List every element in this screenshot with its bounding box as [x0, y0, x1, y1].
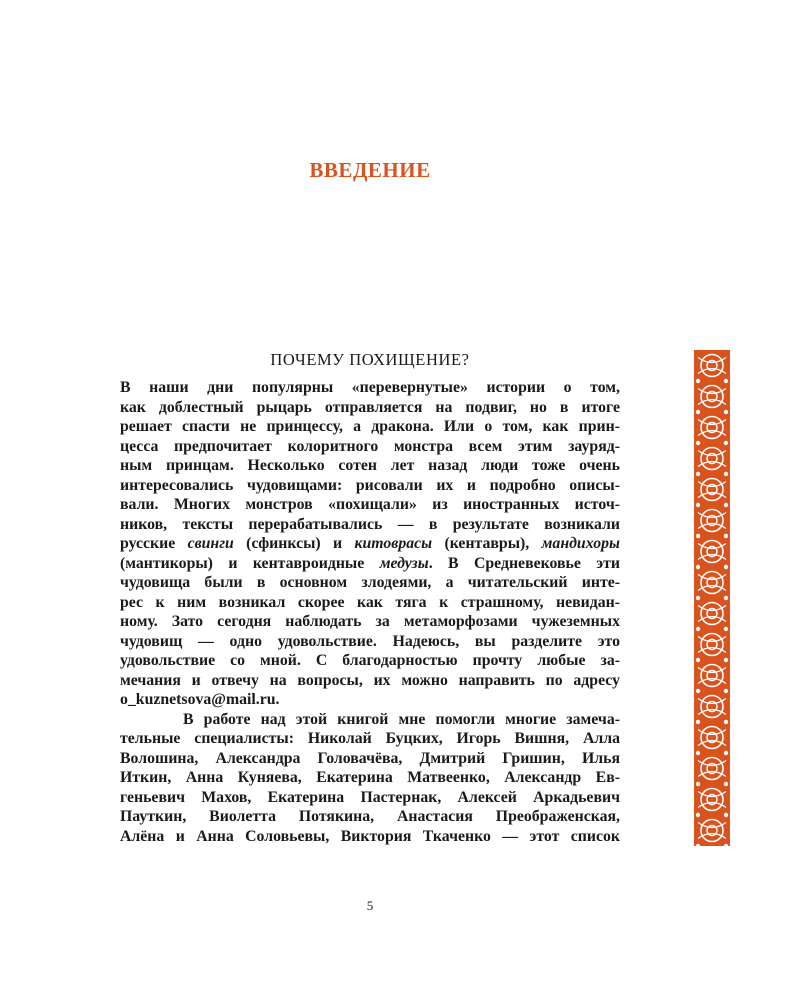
text-segment: (кентавры),: [432, 535, 542, 552]
text-segment: геньевич Махов, Екатерина Пастернак, Алексей Аркадьевич: [120, 788, 620, 806]
text-line: [120, 632, 620, 652]
text-segment: интересовались чудовищами: рисовали их и подробно описы-: [120, 476, 620, 494]
text-line: [120, 554, 620, 574]
text-segment: ников, тексты перерабатывались — в результате возникали: [120, 515, 620, 533]
chapter-title: ВВЕДЕНИЕ: [309, 158, 431, 182]
section-title: ПОЧЕМУ ПОХИЩЕНИЕ?: [270, 350, 470, 369]
text-line: [120, 671, 620, 691]
text-line: [120, 515, 620, 535]
text-line: [120, 417, 620, 437]
text-line: [120, 749, 620, 769]
text-line: [120, 593, 620, 613]
text-segment: В работе над этой книгой мне помогли многие замеча-: [183, 710, 620, 728]
text-segment: мечания и отвечу на вопросы, их можно направить по адресу: [120, 671, 620, 689]
text-line: [120, 788, 620, 808]
text-line: [120, 456, 620, 476]
text-segment: русские: [120, 535, 188, 552]
text-line: [120, 476, 620, 496]
text-line: [120, 690, 620, 710]
text-segment: решает спасти не принцессу, а дракона. Или о том, как прин-: [120, 418, 620, 435]
text-line: [120, 398, 620, 418]
text-line: [120, 534, 620, 554]
text-segment: цесса предпочитает колоритного монстра всем этим зауряд-: [120, 437, 620, 455]
text-line: [120, 573, 620, 593]
italic-term: медузы: [379, 554, 429, 572]
page-number: 5: [366, 898, 374, 913]
text-line: [120, 378, 620, 398]
text-segment: ным принцам. Несколько сотен лет назад люди тоже очень: [120, 457, 620, 474]
italic-term: свинги: [187, 535, 234, 552]
paragraph-1: [120, 378, 620, 710]
text-segment: o_kuznetsova@mail.ru.: [120, 691, 280, 708]
text-segment: Алёна и Анна Соловьевы, Виктория Ткаченко — этот список: [120, 827, 620, 845]
text-segment: . В Средневековье эти: [428, 554, 620, 572]
text-segment: удовольствие со мной. С благодарностью прочту любые за-: [120, 652, 620, 669]
text-line: [120, 612, 620, 632]
text-line: [120, 651, 620, 671]
text-segment: (мантикоры) и кентавроидные: [120, 554, 380, 572]
text-line: [120, 710, 620, 730]
italic-term: мандихоры: [541, 535, 620, 552]
body-text: [120, 378, 620, 846]
text-line: [120, 437, 620, 457]
text-segment: рес к ним возникал скорее как тяга к страшному, невидан-: [120, 593, 620, 611]
text-segment: чудовищ — одно удовольствие. Надеюсь, вы разделите это: [120, 632, 620, 650]
text-segment: В наши дни популярны «перевернутые» истории о том,: [120, 379, 620, 396]
text-segment: Пауткин, Виолетта Потякина, Анастасия Преображенская,: [120, 808, 620, 825]
text-line: [120, 729, 620, 749]
italic-term: китоврасы: [354, 535, 433, 552]
text-segment: как доблестный рыцарь отправляется на подвиг, но в итоге: [120, 398, 620, 416]
text-segment: вали. Многих монстров «похищали» из иностранных источ-: [120, 496, 620, 513]
text-line: [120, 768, 620, 788]
text-segment: (сфинксы) и: [233, 535, 355, 552]
paragraph-2: [120, 710, 620, 847]
text-segment: ному. Зато сегодня наблюдать за метаморфозами чужеземных: [120, 613, 620, 630]
decorative-knot-border-icon: [694, 350, 730, 846]
text-segment: чудовища были в основном злодеями, а читательский инте-: [120, 574, 620, 591]
text-segment: Волошина, Александра Головачёва, Дмитрий Гришин, Илья: [120, 749, 620, 767]
text-line: [120, 495, 620, 515]
text-line: [120, 827, 620, 847]
text-line: [120, 807, 620, 827]
text-segment: Иткин, Анна Куняева, Екатерина Матвеенко, Александр Ев-: [120, 769, 620, 786]
text-segment: тельные специалисты: Николай Буцких, Игорь Вишня, Алла: [120, 730, 620, 747]
